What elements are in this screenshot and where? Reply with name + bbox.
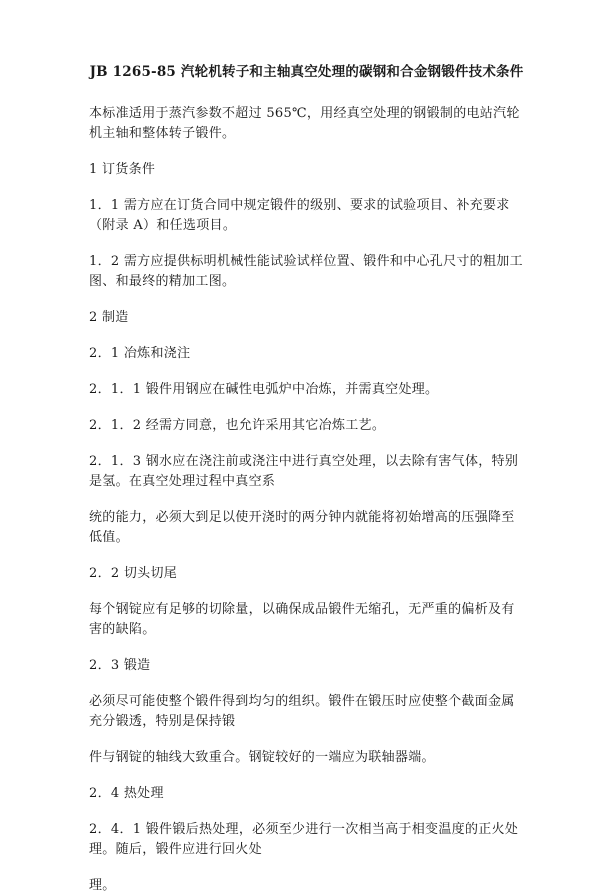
clause-2-3-body: 必须尽可能使整个锻件得到均匀的组织。锻件在锻压时应使整个截面金属充分锻透，特别是保持锻 [89, 694, 515, 729]
subsection-heading-cropping: 2．2 切头切尾 [89, 566, 178, 581]
clause-2-4-1: 2．4．1 锻件锻后热处理，必须至少进行一次相当高于相变温度的正火处理。随后，锻件应进行回火处 [89, 822, 519, 857]
subsection-heading-forging: 2．3 锻造 [89, 658, 151, 673]
section-heading-ordering: 1 订货条件 [89, 162, 156, 177]
clause-2-1-3-continued: 统的能力，必须大到足以使开浇时的两分钟内就能将初始增高的压强降至低值。 [89, 510, 515, 545]
clause-2-2-body: 每个钢锭应有足够的切除量，以确保成品锻件无缩孔，无严重的偏析及有害的缺陷。 [89, 602, 515, 637]
clause-2-4-1-continued: 理。 [89, 878, 116, 893]
subsection-heading-heat-treatment: 2．4 热处理 [89, 786, 164, 801]
clause-1-1: 1．1 需方应在订货合同中规定锻件的级别、要求的试验项目、补充要求（附录 A）和任选项目。 [89, 198, 510, 233]
clause-2-3-continued: 件与钢锭的轴线大致重合。钢锭较好的一端应为联轴器端。 [89, 750, 435, 765]
clause-2-1-2: 2．1．2 经需方同意，也允许采用其它冶炼工艺。 [89, 418, 386, 433]
intro-paragraph: 本标准适用于蒸汽参数不超过 565℃，用经真空处理的钢锻制的电站汽轮机主轴和整体转子锻件。 [89, 106, 520, 141]
section-heading-manufacturing: 2 制造 [89, 310, 129, 325]
document-title: JB 1265-85 汽轮机转子和主轴真空处理的碳钢和合金钢锻件技术条件 [89, 64, 524, 80]
clause-2-1-3: 2．1．3 钢水应在浇注前或浇注中进行真空处理，以去除有害气体，特别是氢。在真空处理过程中真空系 [89, 454, 519, 489]
clause-2-1-1: 2．1．1 锻件用钢应在碱性电弧炉中冶炼，并需真空处理。 [89, 382, 439, 397]
clause-1-2: 1．2 需方应提供标明机械性能试验试样位置、锻件和中心孔尺寸的粗加工图、和最终的精加工图。 [89, 254, 523, 289]
subsection-heading-smelting: 2．1 冶炼和浇注 [89, 346, 191, 361]
